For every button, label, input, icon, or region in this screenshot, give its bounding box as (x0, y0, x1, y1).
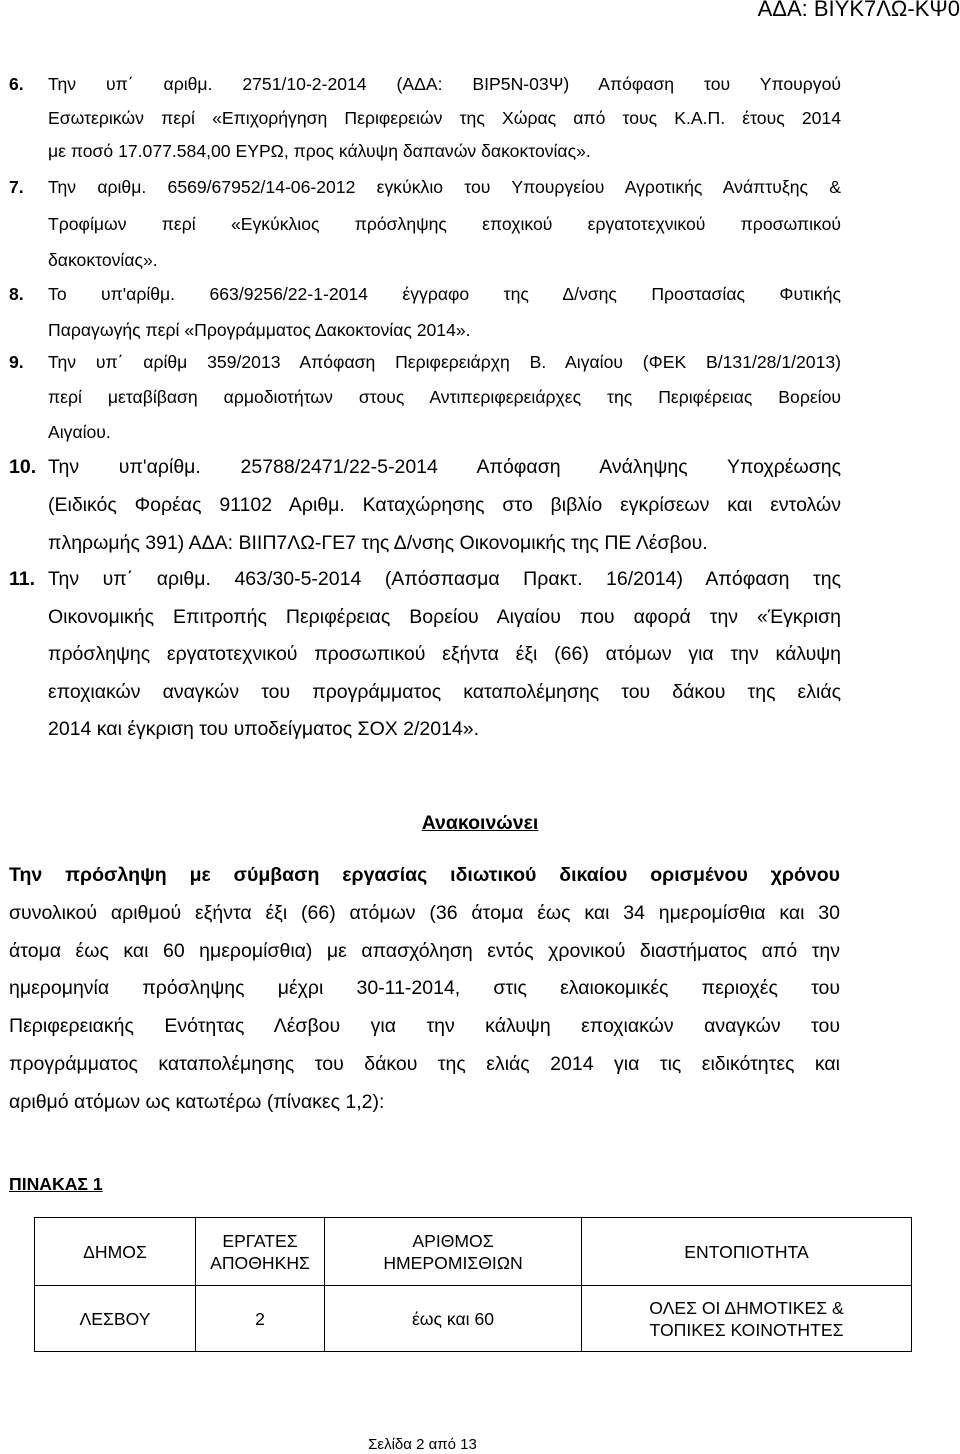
item-line: Παραγωγής περί «Προγράμματος Δακοκτονίας 2014». (48, 320, 471, 340)
announcement-paragraph (9, 857, 840, 1122)
list-item-8 (9, 276, 841, 348)
item-line: Την αριθμ. 6569/67952/14-06-2012 εγκύκλιο του Υπουργείου Αγροτικής Ανάπτυξης & (48, 177, 841, 197)
item-line: Οικονομικής Επιτροπής Περιφέρειας Βορείου Αιγαίου που αφορά την «Έγκριση (48, 605, 841, 628)
staff-table (34, 1217, 912, 1352)
paragraph-line: Την πρόσληψη με σύμβαση εργασίας ιδιωτικού δικαίου ορισμένου χρόνου (9, 864, 840, 886)
announcement-title: Ανακοινώνει (421, 812, 539, 834)
item-number: 9. (9, 352, 24, 372)
table-title: ΠΙΝΑΚΑΣ 1 (9, 1174, 103, 1194)
table-row (35, 1286, 912, 1352)
paragraph-line: αριθμό ατόμων ως κατωτέρω (πίνακες 1,2): (9, 1090, 385, 1113)
paragraph-line: άτομα έως και 60 ημερομίσθια) με απασχόληση εντός χρονικού διαστήματος από την (9, 939, 840, 962)
list-item-7 (9, 169, 841, 279)
table-cell: έως και 60 (325, 1286, 582, 1352)
paragraph-line: προγράμματος καταπολέμησης του δάκου της ελιάς 2014 για τις ειδικότητες και (9, 1052, 840, 1075)
item-line: με ποσό 17.077.584,00 ΕΥΡΩ, προς κάλυψη δαπανών δακοκτονίας». (48, 141, 591, 161)
item-number: 10. (9, 456, 37, 478)
list-item-9 (9, 345, 841, 450)
table-cell: 2 (196, 1286, 325, 1352)
list-item-6 (9, 68, 841, 169)
column-header: ΔΗΜΟΣ (35, 1218, 196, 1286)
item-line: εποχιακών αναγκών του προγράμματος καταπολέμησης του δάκου της ελιάς (48, 680, 841, 703)
column-header: ΑΡΙΘΜΟΣ ΗΜΕΡΟΜΙΣΘΙΩΝ (325, 1218, 582, 1286)
paragraph-line: ημερομηνία πρόσληψης μέχρι 30-11-2014, στις ελαιοκομικές περιοχές του (9, 977, 840, 1000)
page-number: Σελίδα 2 από 13 (368, 1436, 477, 1453)
item-number: 8. (9, 284, 24, 304)
item-line: περί μεταβίβαση αρμοδιοτήτων στους Αντιπεριφερειάρχες της Περιφέρειας Βορείου (48, 387, 841, 407)
item-line: πληρωμής 391) ΑΔΑ: ΒΙΙΠ7ΛΩ-ΓΕ7 της Δ/νσης Οικονομικής της ΠΕ Λέσβου. (48, 532, 708, 554)
item-line: Τροφίμων περί «Εγκύκλιος πρόσληψης εποχικού εργατοτεχνικού προσωπικού (48, 213, 841, 234)
column-header: ΕΡΓΑΤΕΣ ΑΠΟΘΗΚΗΣ (196, 1218, 325, 1286)
column-header: ΕΝΤΟΠΙΟΤΗΤΑ (582, 1218, 912, 1286)
list-item-10 (9, 448, 841, 562)
item-line: 2014 και έγκριση του υποδείγματος ΣΟΧ 2/2014». (48, 718, 480, 740)
table-cell: ΟΛΕΣ ΟΙ ΔΗΜΟΤΙΚΕΣ & ΤΟΠΙΚΕΣ ΚΟΙΝΟΤΗΤΕΣ (582, 1286, 912, 1352)
item-line: Την υπ΄ αριθμ. 463/30-5-2014 (Απόσπασμα Πρακτ. 16/2014) Απόφαση της (48, 568, 841, 590)
list-item-11 (9, 561, 841, 749)
paragraph-line: συνολικού αριθμού εξήντα έξι (66) ατόμων (36 άτομα έως και 34 ημερομίσθια και 30 (9, 901, 840, 924)
item-line: (Ειδικός Φορέας 91102 Αριθμ. Καταχώρησης στο βιβλίο εγκρίσεων και εντολών (48, 494, 841, 516)
item-number: 7. (9, 177, 24, 197)
item-line: δακοκτονίας». (48, 250, 158, 270)
table-cell: ΛΕΣΒΟΥ (35, 1286, 196, 1352)
item-line: Εσωτερικών περί «Επιχορήγηση Περιφερειών της Χώρας από τους Κ.Α.Π. έτους 2014 (48, 107, 841, 128)
item-line: Το υπ'αρίθμ. 663/9256/22-1-2014 έγγραφο της Δ/νσης Προστασίας Φυτικής (48, 284, 841, 304)
table-header-row (35, 1218, 912, 1286)
item-line: Την υπ'αρίθμ. 25788/2471/22-5-2014 Απόφαση Ανάληψης Υποχρέωσης (48, 456, 841, 478)
item-line: Την υπ΄ αριθμ. 2751/10-2-2014 (ΑΔΑ: ΒΙΡ5Ν-03Ψ) Απόφαση του Υπουργού (48, 74, 841, 94)
item-number: 6. (9, 74, 24, 94)
item-line: Την υπ΄ αρίθμ 359/2013 Απόφαση Περιφερειάρχη Β. Αιγαίου (ΦΕΚ Β/131/28/1/2013) (48, 352, 841, 372)
item-number: 11. (9, 568, 36, 590)
item-line: πρόσληψης εργατοτεχνικού προσωπικού εξήντα έξι (66) ατόμων για την κάλυψη (48, 643, 841, 665)
paragraph-line: Περιφερειακής Ενότητας Λέσβου για την κάλυψη εποχιακών αναγκών του (9, 1015, 840, 1038)
document-code: ΑΔΑ: ΒΙΥΚ7ΛΩ-ΚΨ0 (757, 0, 960, 21)
item-line: Αιγαίου. (48, 422, 111, 442)
